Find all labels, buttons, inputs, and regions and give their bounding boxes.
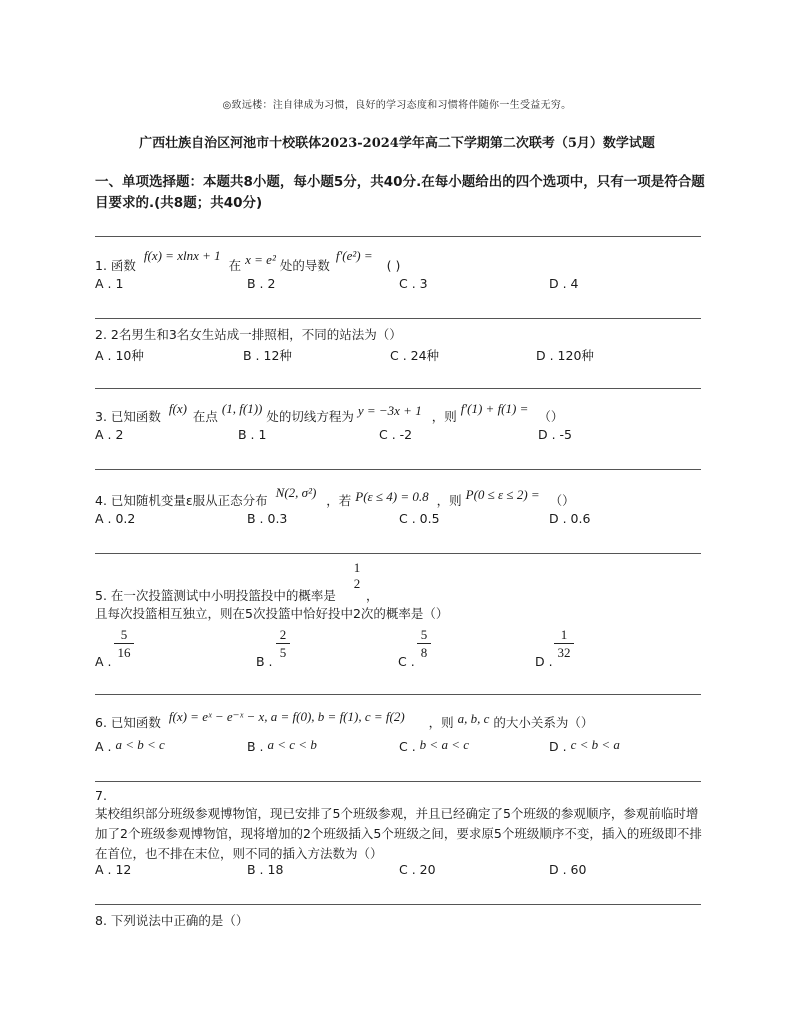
q2-option-c[interactable]: C . 24种 (390, 348, 440, 363)
question-5-lead: 5. 在一次投篮测试中小明投篮投中的概率是 (95, 588, 336, 603)
q6-option-a[interactable]: A . a < b < c (95, 737, 165, 754)
q5-probability-fraction: 1 2 (353, 560, 361, 591)
q3-option-d[interactable]: D . -5 (538, 427, 573, 442)
q7-option-c[interactable]: C . 20 (399, 862, 436, 877)
q6-option-d[interactable]: D . c < b < a (549, 737, 620, 754)
divider (95, 236, 701, 237)
q3-tangent-line: y = −3x + 1 (357, 403, 422, 418)
question-1: 1. 函数 f(x) = xlnx + 1 在 x = e² 处的导数 f′(e²) = ( ) (95, 248, 401, 273)
divider (95, 469, 701, 470)
q2-option-a[interactable]: A . 10种 (95, 348, 144, 363)
q1-option-a[interactable]: A . 1 (95, 276, 124, 291)
q6-option-b[interactable]: B . a < c < b (247, 737, 317, 754)
q4-given-probability: P(ε ≤ 4) = 0.8 (355, 489, 429, 504)
page-title: 广西壮族自治区河池市十校联体2023-2024学年高二下学期第二次联考（5月）数学试题 (139, 136, 655, 151)
divider (95, 318, 701, 319)
q4-option-d[interactable]: D . 0.6 (549, 511, 591, 526)
q5-option-c-label[interactable]: C . (398, 654, 415, 669)
question-5-line2: 且每次投篮相互独立，则在5次投篮中恰好投中2次的概率是（） (95, 606, 449, 621)
q1-derivative: f′(e²) = (335, 248, 373, 263)
q1-option-d[interactable]: D . 4 (549, 276, 579, 291)
q4-option-a[interactable]: A . 0.2 (95, 511, 136, 526)
question-7-text: 某校组织部分班级参观博物馆，现已安排了5个班级参观，并且已经确定了5个班级的参观顺序，参观前临时增加了2个班级参观博物馆，现将增加的2个班级插入5个班级之间，要求原5个班级顺序不变，插入的班级即不排在首位，也不排在末位，则不同的插入方法数为（） (95, 806, 702, 861)
question-4: 4. 已知随机变量ε服从正态分布 N(2, σ²) ，若 P(ε ≤ 4) = 0.8 ，则 P(0 ≤ ε ≤ 2) = （） (95, 485, 575, 508)
q5-option-b-label[interactable]: B . (256, 654, 273, 669)
q7-option-a[interactable]: A . 12 (95, 862, 132, 877)
motto: ◎致远楼：注自律成为习惯，良好的学习态度和习惯将伴随你一生受益无穷。 (222, 100, 572, 111)
q2-option-b[interactable]: B . 12种 (243, 348, 292, 363)
q1-point: x = e² (245, 252, 276, 267)
q4-expression: P(0 ≤ ε ≤ 2) = (465, 487, 540, 502)
question-2: 2. 2名男生和3名女生站成一排照相，不同的站法为（） (95, 327, 402, 342)
q7-option-b[interactable]: B . 18 (247, 862, 284, 877)
question-8: 8. 下列说法中正确的是（） (95, 913, 249, 928)
q3-point: (1, f(1)) (221, 401, 263, 416)
question-7-number: 7. (95, 788, 107, 803)
divider (95, 904, 701, 905)
divider (95, 553, 701, 554)
q5-option-d-label[interactable]: D . (535, 654, 553, 669)
q4-distribution: N(2, σ²) (275, 485, 317, 500)
q3-option-c[interactable]: C . -2 (379, 427, 413, 442)
q1-option-c[interactable]: C . 3 (399, 276, 428, 291)
q5-option-b[interactable]: 2 5 (276, 627, 290, 660)
q4-option-b[interactable]: B . 0.3 (247, 511, 288, 526)
q5-option-c[interactable]: 5 8 (417, 627, 431, 660)
q3-expression: f′(1) + f(1) = (460, 401, 529, 416)
q5-option-a-label[interactable]: A . (95, 654, 112, 669)
section-heading: 一、单项选择题：本题共8小题，每小题5分，共40分.在每小题给出的四个选项中，只有一项是符合题目要求的.(共8题；共40分) (95, 174, 705, 211)
q1-function: f(x) = xlnx + 1 (143, 248, 221, 263)
question-3: 3. 已知函数 f(x) 在点 (1, f(1)) 处的切线方程为 y = −3x + 1 ，则 f′(1) + f(1) = （） (95, 401, 564, 424)
q6-function: f(x) = eˣ − e⁻ˣ − x, a = f(0), b = f(1), c = f(2) (168, 709, 405, 724)
q6-option-c[interactable]: C . b < a < c (399, 737, 469, 754)
q5-option-d[interactable]: 1 32 (554, 627, 574, 660)
divider (95, 781, 701, 782)
q4-option-c[interactable]: C . 0.5 (399, 511, 440, 526)
q7-option-d[interactable]: D . 60 (549, 862, 587, 877)
q5-option-a[interactable]: 5 16 (114, 627, 134, 660)
q1-option-b[interactable]: B . 2 (247, 276, 276, 291)
q3-option-b[interactable]: B . 1 (238, 427, 267, 442)
q3-option-a[interactable]: A . 2 (95, 427, 124, 442)
q6-variables: a, b, c (457, 711, 490, 726)
question-6: 6. 已知函数 f(x) = eˣ − e⁻ˣ − x, a = f(0), b = f(1), c = f(2) ，则 a, b, c 的大小关系为（） (95, 709, 594, 730)
q2-option-d[interactable]: D . 120种 (536, 348, 594, 363)
q3-function: f(x) (168, 401, 187, 416)
divider (95, 694, 701, 695)
divider (95, 388, 701, 389)
